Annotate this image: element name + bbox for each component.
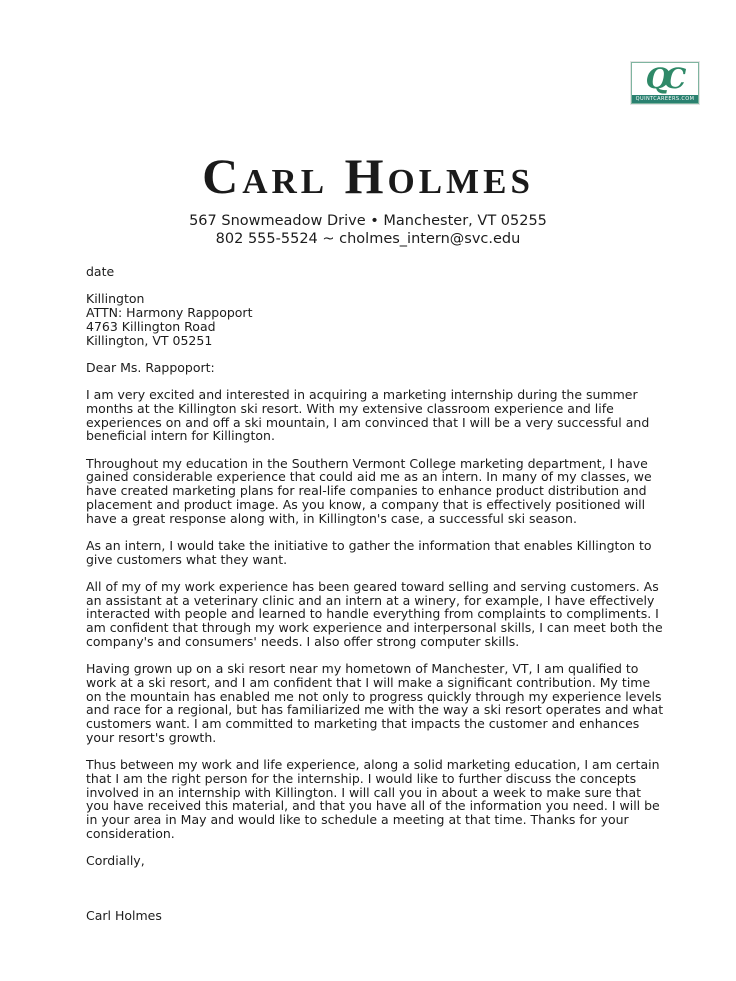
body-paragraph-2: Throughout my education in the Southern Vermont College marketing department, I have gained considerable experience that could aid me as an intern. In many of my classes, we have created marketing plans for real-life companies to enhance product distribution and placement and product image. As you know, a company that is effectively positioned will have a great response along with, in Killington's case, a successful ski season. (86, 455, 652, 526)
salutation: Dear Ms. Rappoport: (86, 359, 215, 375)
recipient-attn: ATTN: Harmony Rappoport (86, 305, 253, 321)
recipient-city: Killington, VT 05251 (86, 332, 213, 348)
body-paragraph-4: All of my of my work experience has been geared toward selling and serving customers. As an assistant at a veterinary clinic and an intern at a winery, for example, I have effectively interacted with people and learned to handle everything from complaints to compliments. I am confident that through my work experience and interpersonal skills, I can meet both the company's and consumers' needs. I also offer strong computer skills. (86, 579, 663, 649)
date-placeholder: date (86, 264, 115, 279)
body-paragraph-3: As an intern, I would take the initiative to gather the information that enables Killington to give customers what they want. (86, 537, 652, 567)
body-paragraph-1: I am very excited and interested in acquiring a marketing internship during the summer months at the Killington ski resort. With my extensive classroom experience and life experiences on and off a ski mountain, I am convinced that I will be a very successful and beneficial intern for Killington. (86, 387, 650, 444)
qc-logo-letters: QC (645, 62, 681, 95)
signature-name: Carl Holmes (86, 907, 162, 923)
letter-body (86, 265, 667, 923)
recipient-address-block (86, 292, 667, 347)
body-paragraph-6: Thus between my work and life experience, along a solid marketing education, I am certain that I am the right person for the internship. I would like to further discuss the concepts involved in an internship with Killington. I will call you in about a week to make sure that you have received this material, and that you have all of the information you need. I will be in your area in May and would like to schedule a meeting at that time. Thanks for your consideration. (86, 757, 660, 841)
recipient-company: Killington (86, 291, 145, 307)
letterhead-contact: 802 555-5524 ~ cholmes_intern@svc.edu (215, 231, 521, 247)
letterhead-address: 567 Snowmeadow Drive • Manchester, VT 05255 (189, 213, 547, 229)
closing: Cordially, (86, 853, 145, 869)
recipient-street: 4763 Killington Road (86, 318, 216, 334)
letterhead (0, 0, 736, 248)
page-title: Carl Holmes (202, 148, 534, 204)
qc-logo (631, 62, 699, 104)
body-paragraph-5: Having grown up on a ski resort near my hometown of Manchester, VT, I am qualified to work at a ski resort, and I am confident that I will make a significant contribution. My time on the mountain has enabled me not only to progress quickly through my experience levels and race for a regional, but has familiarized me with the way a ski resort operates and what customers want. I am committed to marketing that impacts the customer and enhances your resort's growth. (86, 661, 664, 745)
qc-logo-caption: QUINTCAREERS.COM (632, 95, 698, 103)
